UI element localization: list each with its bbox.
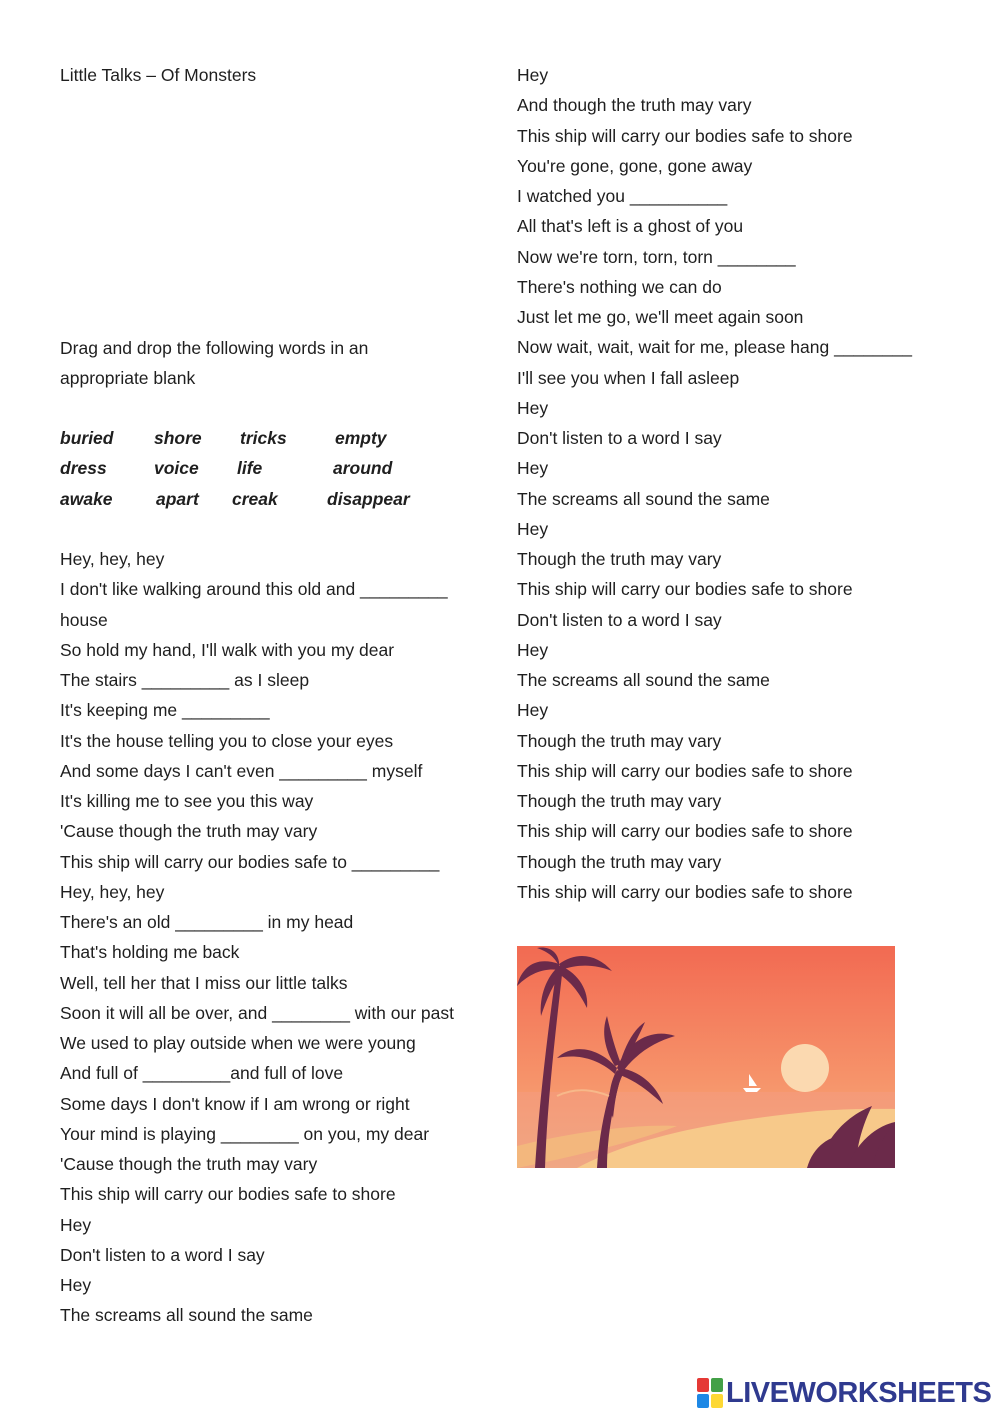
word-chip[interactable]: around [333,458,393,479]
instructions [60,333,500,394]
lyric-line: There's nothing we can do [517,276,722,297]
instructions-line: appropriate blank [60,368,196,389]
lyrics-right [517,60,957,907]
lyric-line: Though the truth may vary [517,730,722,751]
lyric-line: Though the truth may vary [517,791,722,811]
word-chip[interactable]: creak [232,488,278,509]
word-chip[interactable]: tricks [240,428,287,448]
lyric-line: Don't listen to a word I say [60,1244,265,1265]
lyric-line: This ship will carry our bodies safe to _________ [60,851,440,872]
lyric-line: Some days I don't know if I am wrong or right [60,1093,410,1114]
lyric-line: This ship will carry our bodies safe to shore [517,821,853,842]
sun-icon [781,1044,829,1092]
beach-illustration [517,946,895,1168]
lyric-line: Hey, hey, hey [60,881,165,902]
lyric-line: Soon it will all be over, and ________ with our past [60,1002,455,1023]
word-bank-row [60,453,480,483]
lyric-line: It's killing me to see you this way [60,791,314,811]
lyric-line: Hey [517,458,549,479]
word-chip[interactable]: disappear [327,488,410,509]
word-chip[interactable]: shore [154,428,202,448]
word-chip[interactable]: apart [156,488,199,509]
lyric-line: The screams all sound the same [517,670,770,690]
lyric-line: The screams all sound the same [60,1305,313,1326]
lyric-line: Hey [517,700,549,721]
word-chip[interactable]: voice [154,458,199,479]
lyric-line: That's holding me back [60,942,240,963]
beach-sunset-image [517,946,895,1168]
lyric-line: Hey [517,397,549,418]
lyric-line: This ship will carry our bodies safe to shore [517,760,853,781]
lyric-line: So hold my hand, I'll walk with you my dear [60,639,395,660]
lyric-line: Now we're torn, torn, torn ________ [517,246,796,267]
lyric-line: house [60,609,108,630]
logo-text: LIVEWORKSHEETS [726,1376,992,1409]
lyric-line: Don't listen to a word I say [517,609,722,630]
lyric-line: Just let me go, we'll meet again soon [517,307,804,327]
lyric-line: Hey [517,65,549,85]
lyric-line: You're gone, gone, gone away [517,155,753,176]
page-title: Little Talks – Of Monsters [60,65,257,85]
word-chip[interactable]: buried [60,428,114,448]
liveworksheets-logo[interactable] [697,1376,991,1410]
lyric-line: Though the truth may vary [517,549,722,569]
word-chip[interactable]: life [237,458,263,479]
lyric-line: Your mind is playing ________ on you, my dear [60,1123,430,1144]
word-bank-row [60,423,480,453]
lyric-line: Hey [60,1275,92,1295]
lyric-line: Don't listen to a word I say [517,428,722,448]
lyric-line: And though the truth may vary [517,95,752,116]
lyric-line: Now wait, wait, wait for me, please hang ________ [517,337,912,358]
lyric-line: It's the house telling you to close your eyes [60,730,394,751]
lyrics-left [60,544,500,1331]
lyric-line: I don't like walking around this old and _________ [60,579,448,600]
word-chip[interactable]: empty [335,428,387,448]
lyric-line: Well, tell her that I miss our little talks [60,972,348,993]
lyric-line: And some days I can't even _________ myself [60,760,423,781]
lyric-line: I'll see you when I fall asleep [517,367,740,388]
lyric-line: And full of _________and full of love [60,1063,344,1084]
lyric-line: All that's left is a ghost of you [517,216,744,237]
lyric-line: 'Cause though the truth may vary [60,1154,318,1174]
lyric-line: We used to play outside when we were young [60,1033,416,1053]
lyric-line: The screams all sound the same [517,488,770,509]
lyric-line: This ship will carry our bodies safe to shore [517,579,853,600]
word-chip[interactable]: dress [60,458,107,479]
liveworksheets-mark-icon [697,1378,723,1408]
lyric-line: 'Cause though the truth may vary [60,821,318,842]
lyric-line: I watched you __________ [517,186,728,206]
lyric-line: The stairs _________ as I sleep [60,670,310,690]
lyric-line: There's an old _________ in my head [60,912,354,932]
lyric-line: Hey [517,639,549,660]
instructions-line: Drag and drop the following words in an [60,338,369,358]
word-bank [60,423,480,514]
word-chip[interactable]: awake [60,488,113,509]
lyric-line: This ship will carry our bodies safe to shore [517,881,853,902]
lyric-line: It's keeping me _________ [60,700,270,721]
lyric-line: Hey [517,518,549,539]
lyric-line: Hey, hey, hey [60,549,165,569]
lyric-line: Hey [60,1214,92,1235]
lyric-line: Though the truth may vary [517,851,722,872]
lyric-line: This ship will carry our bodies safe to shore [517,125,853,146]
word-bank-row [60,484,480,514]
lyric-line: This ship will carry our bodies safe to shore [60,1184,396,1205]
